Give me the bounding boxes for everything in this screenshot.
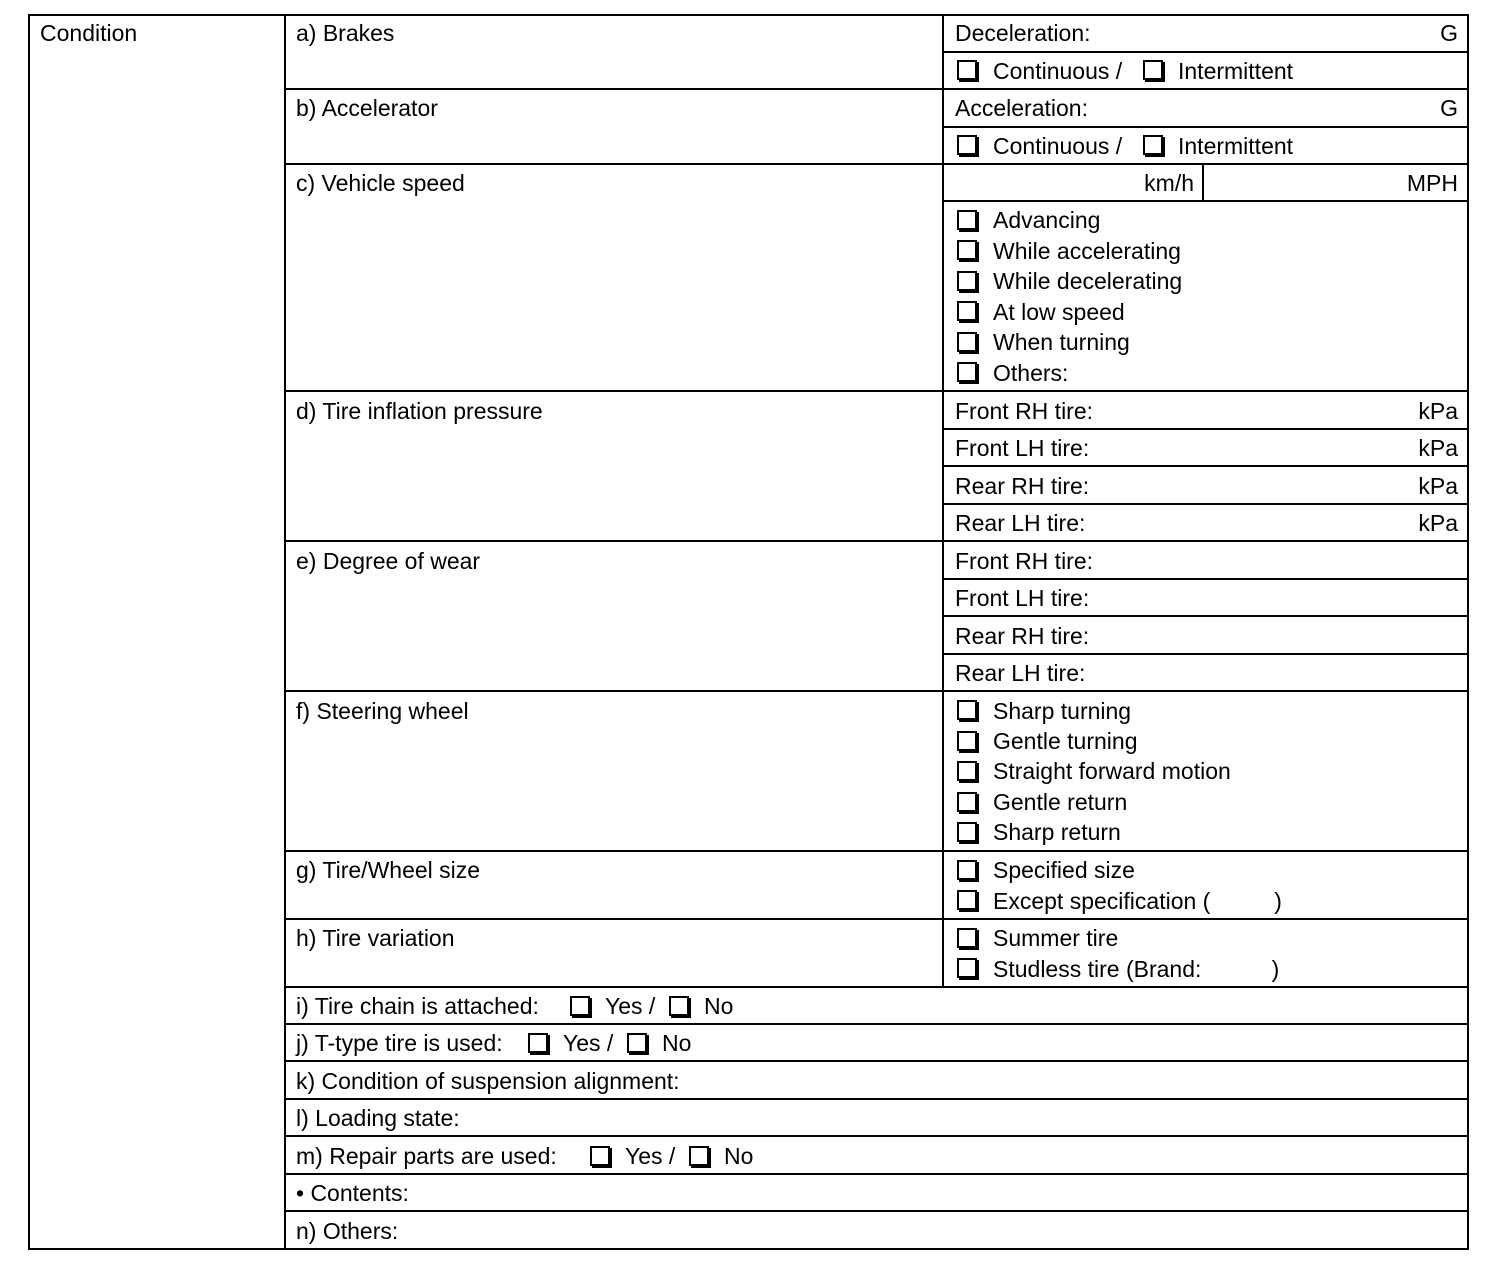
brakes-intermittent-label: Intermittent [1178, 58, 1294, 84]
repair-yes-label: Yes / [625, 1143, 676, 1169]
pressure-item: Front RH tire: [955, 398, 1094, 424]
hline [284, 1098, 1469, 1100]
hline [942, 126, 1469, 128]
speed-option-checkbox[interactable] [957, 271, 977, 291]
speed-option-checkbox[interactable] [957, 210, 977, 230]
hline [284, 390, 1469, 392]
hline [284, 986, 1469, 988]
speed-option-label: When turning [993, 329, 1130, 355]
brakes-intermittent-checkbox[interactable] [1143, 60, 1163, 80]
row-n-label: n) Others: [296, 1218, 399, 1244]
speed-option-checkbox[interactable] [957, 301, 977, 321]
repair-no-label: No [724, 1143, 754, 1169]
divider-col2 [942, 14, 944, 987]
row-e-label: e) Degree of wear [296, 548, 481, 574]
hline [942, 51, 1469, 53]
tire-chain-no-checkbox[interactable] [669, 996, 689, 1016]
speed-option-label: While decelerating [993, 268, 1183, 294]
hline [942, 578, 1469, 580]
deceleration-unit: G [1440, 20, 1458, 46]
row-m-label: m) Repair parts are used: [296, 1143, 557, 1169]
tire-chain-yes-label: Yes / [605, 993, 656, 1019]
row-l-label: l) Loading state: [296, 1105, 460, 1131]
ttype-no-checkbox[interactable] [627, 1033, 647, 1053]
wear-item: Rear RH tire: [955, 623, 1090, 649]
hline [284, 1060, 1469, 1062]
hline [284, 918, 1469, 920]
wear-item: Rear LH tire: [955, 660, 1086, 686]
speed-mph-unit: MPH [1406, 170, 1458, 196]
contents-label: • Contents: [296, 1180, 409, 1206]
tire-chain-yes-checkbox[interactable] [570, 996, 590, 1016]
steering-option-checkbox[interactable] [957, 822, 977, 842]
row-i-label: i) Tire chain is attached: [296, 993, 539, 1019]
ttype-yes-checkbox[interactable] [528, 1033, 548, 1053]
brakes-continuous-label: Continuous / [993, 58, 1123, 84]
row-d-label: d) Tire inflation pressure [296, 398, 543, 424]
steering-option-checkbox[interactable] [957, 731, 977, 751]
variation-option-label: Summer tire [993, 925, 1119, 951]
wear-item: Front LH tire: [955, 585, 1090, 611]
hline [284, 850, 1469, 852]
row-h-label: h) Tire variation [296, 925, 455, 951]
hline [284, 1023, 1469, 1025]
hline [284, 1135, 1469, 1137]
pressure-unit: kPa [1418, 435, 1458, 461]
row-k-label: k) Condition of suspension alignment: [296, 1068, 680, 1094]
hline [942, 653, 1469, 655]
hline [942, 465, 1469, 467]
steering-option-checkbox[interactable] [957, 761, 977, 781]
hline [942, 503, 1469, 505]
divider-col1 [284, 14, 286, 1250]
row-j-label: j) T-type tire is used: [296, 1030, 503, 1056]
acceleration-label: Acceleration: [955, 95, 1088, 121]
speed-option-label: While accelerating [993, 238, 1181, 264]
size-option-label: Except specification ( ) [993, 888, 1282, 914]
variation-option-label: Studless tire (Brand: ) [993, 956, 1280, 982]
steering-option-label: Sharp return [993, 819, 1121, 845]
size-option-checkbox[interactable] [957, 890, 977, 910]
pressure-item: Rear LH tire: [955, 510, 1086, 536]
steering-option-label: Gentle return [993, 789, 1128, 815]
accel-continuous-label: Continuous / [993, 133, 1123, 159]
speed-option-checkbox[interactable] [957, 240, 977, 260]
steering-option-label: Sharp turning [993, 698, 1132, 724]
pressure-unit: kPa [1418, 510, 1458, 536]
divider-speed-units [1202, 164, 1204, 202]
steering-option-checkbox[interactable] [957, 700, 977, 720]
row-g-label: g) Tire/Wheel size [296, 857, 481, 883]
pressure-item: Front LH tire: [955, 435, 1090, 461]
hline [284, 163, 1469, 165]
steering-option-label: Straight forward motion [993, 758, 1231, 784]
repair-yes-checkbox[interactable] [590, 1146, 610, 1166]
accel-continuous-checkbox[interactable] [957, 135, 977, 155]
row-c-label: c) Vehicle speed [296, 170, 465, 196]
row-a-label: a) Brakes [296, 20, 395, 46]
ttype-no-label: No [662, 1030, 692, 1056]
condition-label: Condition [40, 20, 138, 46]
variation-option-checkbox[interactable] [957, 958, 977, 978]
hline [942, 428, 1469, 430]
hline [284, 540, 1469, 542]
hline [942, 200, 1469, 202]
wear-item: Front RH tire: [955, 548, 1094, 574]
pressure-unit: kPa [1418, 398, 1458, 424]
steering-option-label: Gentle turning [993, 728, 1138, 754]
hline [942, 615, 1469, 617]
ttype-yes-label: Yes / [563, 1030, 614, 1056]
row-b-label: b) Accelerator [296, 95, 438, 121]
steering-option-checkbox[interactable] [957, 792, 977, 812]
variation-option-checkbox[interactable] [957, 928, 977, 948]
size-option-label: Specified size [993, 857, 1135, 883]
speed-option-label: At low speed [993, 299, 1125, 325]
hline [284, 88, 1469, 90]
hline [284, 1173, 1469, 1175]
speed-option-label: Others: [993, 360, 1069, 386]
deceleration-label: Deceleration: [955, 20, 1091, 46]
hline [284, 690, 1469, 692]
accel-intermittent-checkbox[interactable] [1143, 135, 1163, 155]
row-f-label: f) Steering wheel [296, 698, 469, 724]
speed-option-checkbox[interactable] [957, 362, 977, 382]
pressure-unit: kPa [1418, 473, 1458, 499]
acceleration-unit: G [1440, 95, 1458, 121]
speed-kmh-unit: km/h [1144, 170, 1194, 196]
hline [284, 1210, 1469, 1212]
speed-option-checkbox[interactable] [957, 332, 977, 352]
pressure-item: Rear RH tire: [955, 473, 1090, 499]
accel-intermittent-label: Intermittent [1178, 133, 1294, 159]
tire-chain-no-label: No [704, 993, 734, 1019]
size-option-checkbox[interactable] [957, 860, 977, 880]
repair-no-checkbox[interactable] [689, 1146, 709, 1166]
brakes-continuous-checkbox[interactable] [957, 60, 977, 80]
speed-option-label: Advancing [993, 207, 1101, 233]
